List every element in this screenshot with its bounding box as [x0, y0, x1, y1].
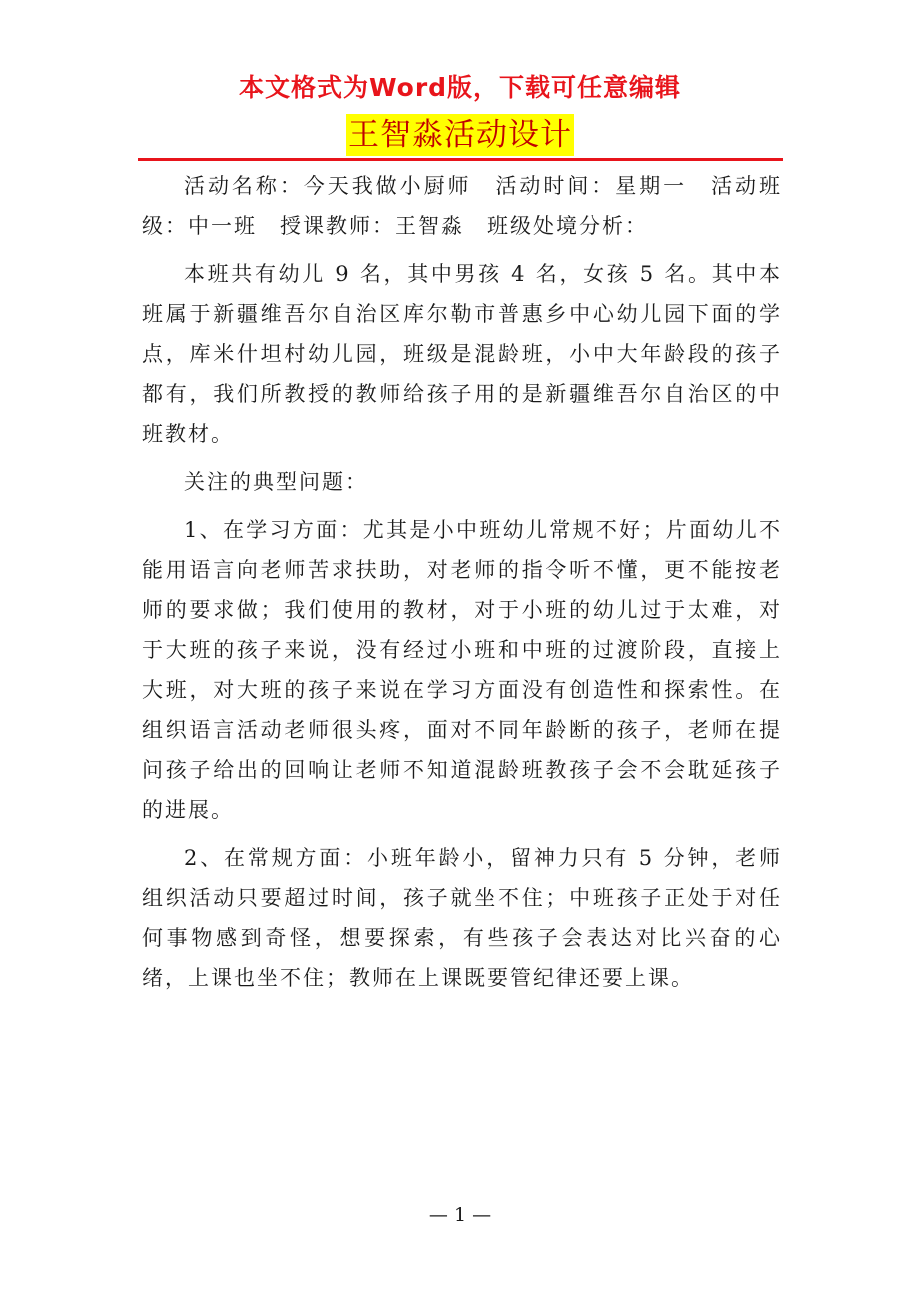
paragraph-class-analysis: 本班共有幼儿 9 名，其中男孩 4 名，女孩 5 名。其中本班属于新疆维吾尔自治区库尔勒市普惠乡中心幼儿园下面的学点，库米什坦村幼儿园，班级是混龄班，小中大年龄段的孩子都有，我们所教授的教师给孩子用的是新疆维吾尔自治区的中班教材。	[142, 262, 782, 446]
paragraph-learning-issue: 1、在学习方面：尤其是小中班幼儿常规不好；片面幼儿不能用语言向老师苦求扶助，对老师的指令听不懂，更不能按老师的要求做；我们使用的教材，对于小班的幼儿过于太难，对于大班的孩子来说，没有经过小班和中班的过渡阶段，直接上大班，对大班的孩子来说在学习方面没有创造性和探索性。在组织语言活动老师很头疼，面对不同年龄断的孩子，老师在提问孩子给出的回响让老师不知道混龄班教孩子会不会耽延孩子的进展。	[142, 518, 782, 822]
document-title: 王智淼活动设计	[346, 114, 574, 156]
title-container	[0, 114, 920, 156]
paragraph-issues-heading: 关注的典型问题：	[184, 470, 368, 494]
paragraph-activity-info: 活动名称：今天我做小厨师 活动时间：星期一 活动班级：中一班 授课教师：王智淼 班级处境分析：	[142, 174, 782, 238]
page-number: — 1 —	[428, 1204, 492, 1226]
header-divider	[138, 158, 783, 161]
document-body	[142, 166, 782, 998]
paragraph-routine-issue: 2、在常规方面：小班年龄小，留神力只有 5 分钟，老师组织活动只要超过时间，孩子就坐不住；中班孩子正处于对任何事物感到奇怪，想要探索，有些孩子会表达对比兴奋的心绪，上课也坐不住；教师在上课既要管纪律还要上课。	[142, 846, 782, 990]
download-banner: 本文格式为Word版，下载可任意编辑	[238, 73, 682, 102]
